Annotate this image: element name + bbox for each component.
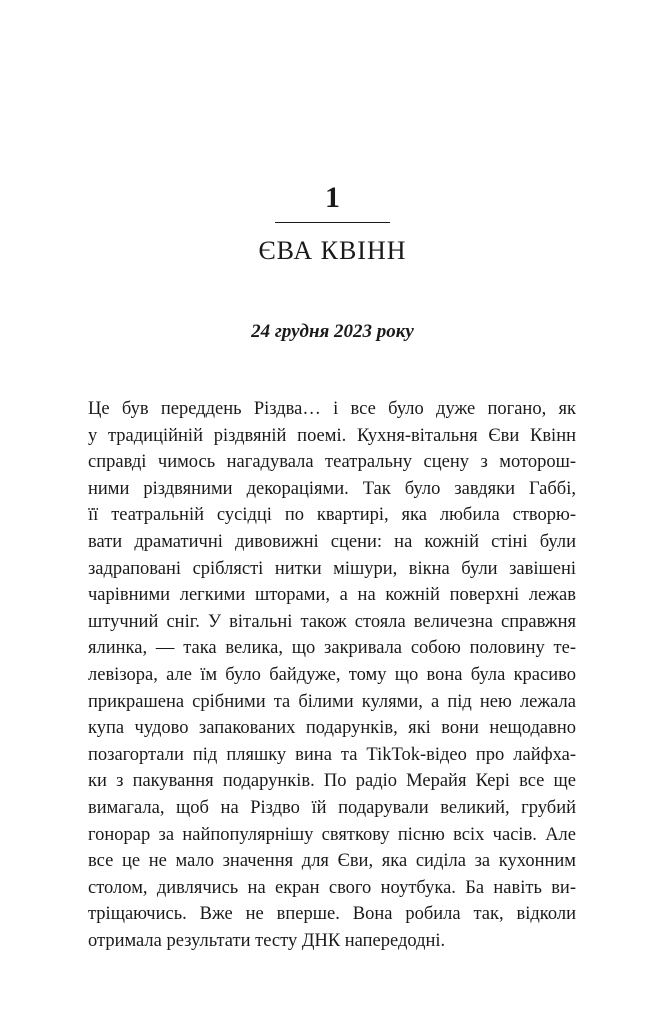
text-line: справді чимось нагадувала театральну сцену з моторош-	[88, 452, 576, 473]
chapter-title: ЄВА КВІНН	[258, 236, 407, 265]
text-line: чарівними легкими шторами, а на кожній поверхні лежав	[88, 585, 576, 606]
text-line: гонорар за найпопулярнішу святкову пісню всіх часів. Але	[88, 824, 576, 845]
text-line: у традиційній різдвяній поемі. Кухня-вітальня Єви Квінн	[88, 425, 576, 446]
text-line: вати драматичні дивовижні сцени: на кожній стіні були	[88, 531, 576, 552]
chapter-number: 1	[325, 181, 340, 214]
text-line: отримала результати тесту ДНК напередодні.	[88, 930, 446, 951]
text-line: задраповані сріблясті нитки мішури, вікна були завішені	[88, 558, 576, 579]
text-line: її театральній сусідці по квартирі, яка любила створю-	[88, 505, 576, 526]
text-line: штучний сніг. У вітальні також стояла величезна справжня	[88, 611, 576, 632]
text-line: ялинка, — така велика, що закривала собою половину те-	[88, 638, 576, 659]
text-line: тріщаючись. Вже не вперше. Вона робила так, відколи	[88, 904, 576, 925]
text-line: ними різдвяними декораціями. Так було завдяки Габбі,	[88, 478, 576, 499]
text-line: прикрашена срібними та білими кулями, а під нею лежала	[88, 691, 576, 712]
text-line: Це був переддень Різдва… і все було дуже погано, як	[88, 399, 576, 419]
text-line: столом, дивлячись на екран свого ноутбука. Ба навіть ви-	[88, 877, 576, 898]
text-line: все це не мало значення для Єви, яка сиділа за кухонним	[88, 851, 576, 872]
text-line: ки з пакування подарунків. По радіо Мерайя Кері все ще	[88, 771, 576, 792]
text-line: левізора, але їм було байдуже, тому що вона була красиво	[88, 664, 576, 685]
chapter-divider	[275, 222, 390, 223]
text-line: вимагала, щоб на Різдво їй подарували великий, грубий	[88, 797, 576, 818]
chapter-date: 24 грудня 2023 року	[251, 321, 414, 342]
body-paragraph	[88, 396, 576, 954]
text-line: купа чудово запакованих подарунків, які вони нещодавно	[88, 718, 576, 739]
text-line: позагортали під пляшку вина та TikTok-відео про лайфха-	[88, 744, 576, 765]
